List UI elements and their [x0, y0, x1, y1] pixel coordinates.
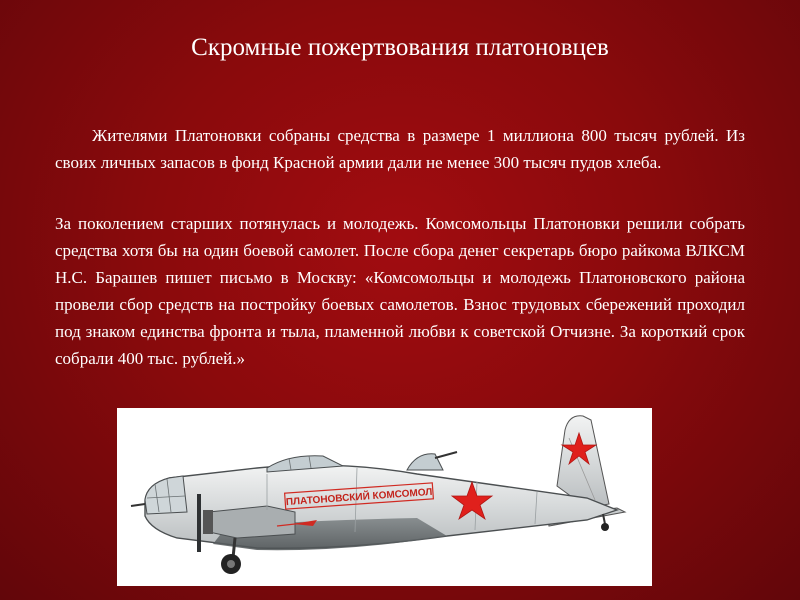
slide-title: Скромные пожертвования платоновцев	[191, 34, 609, 61]
bomber-aircraft-illustration	[117, 408, 652, 586]
dorsal-turret	[407, 454, 443, 470]
paragraph-komsomol: За поколением старших потянулась и молодежь. Комсомольцы Платоновки решили собрать средства хотя бы на один боевой самолет. После сбора денег секретарь бюро райкома ВЛКСМ Н.С. Барашев пишет письмо в Москву: «Комсомольцы и молодежь Платоновского района провели сбор средств на постройку боевых самолетов. Взнос трудовых сбережений проходил под знаком единства фронта и тыла, пламенной любви к советской Отчизне. За короткий срок собрали 400 тыс. рублей.»	[55, 214, 745, 368]
aircraft-image	[117, 408, 652, 586]
plane-inscription: ПЛАТОНОВСКИЙ КОМСОМОЛ	[285, 486, 433, 509]
paragraph-donations: Жителями Платоновки собраны средства в размере 1 миллиона 800 тысяч рублей. Из своих личных запасов в фонд Красной армии дали не менее 300 тысяч пудов хлеба.	[55, 126, 745, 172]
